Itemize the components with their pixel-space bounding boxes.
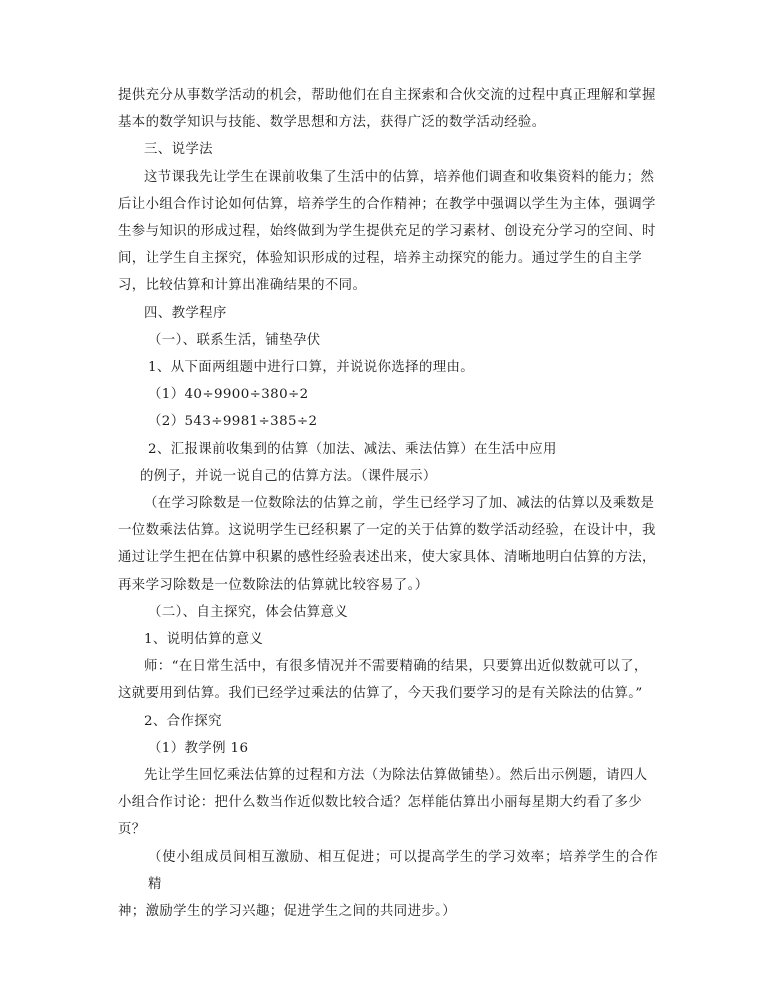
heading-text: 四、教学程序 xyxy=(144,305,227,321)
item-text: 2、合作探究 xyxy=(144,713,222,729)
subsection-heading-1 xyxy=(118,327,658,354)
text-line: 一位数乘法估算。这说明学生已经积累了一定的关于估算的数学活动经验，在设计中，我 xyxy=(118,523,656,539)
item-text: 2、汇报课前收集到的估算（加法、减法、乘法估算）在生活中应用 xyxy=(148,441,557,457)
paragraph-teacher-quote xyxy=(118,653,658,707)
text-line: 通过让学生把在估算中积累的感性经验表述出来，使大家具体、清晰地明白估算的方法， xyxy=(118,550,656,566)
item-text: （1）教学例 16 xyxy=(148,740,249,756)
list-item-4 xyxy=(118,708,658,735)
list-item-4a xyxy=(118,735,658,762)
math-expression-2 xyxy=(118,408,658,435)
paragraph-note-2 xyxy=(118,844,658,926)
list-item-3 xyxy=(118,626,658,653)
expression-text: （1）40÷9900÷380÷2 xyxy=(148,387,309,403)
text-line: 小组合作讨论：把什么数当作近似数比较合适？怎样能估算出小丽每星期大约看了多少 xyxy=(118,795,643,811)
text-line: （使小组成员间相互激励、相互促进；可以提高学生的学习效率；培养学生的合作精 xyxy=(148,849,658,892)
list-item-2-continued xyxy=(118,463,658,490)
item-text: 1、说明估算的意义 xyxy=(144,632,264,648)
text-line: 页？ xyxy=(118,822,146,838)
text-line: 先让学生回忆乘法估算的过程和方法（为除法估算做铺垫）。然后出示例题，请四人 xyxy=(144,768,648,784)
paragraph-note-1 xyxy=(118,490,658,599)
paragraph-example xyxy=(118,762,658,844)
subsection-heading-2 xyxy=(118,599,658,626)
section-heading-study-method xyxy=(118,136,658,163)
text-line: 师：“在日常生活中，有很多情况并不需要精确的结果，只要算出近似数就可以了， xyxy=(144,659,648,675)
text-line: 习，比较估算和计算出准确结果的不同。 xyxy=(118,278,367,294)
document-page xyxy=(118,82,658,925)
text-line: 基本的数学知识与技能、数学思想和方法，获得广泛的数学活动经验。 xyxy=(118,115,546,131)
paragraph-study-method xyxy=(118,164,658,300)
text-line: 再来学习除数是一位数除法的估算就比较容易了。） xyxy=(118,577,429,593)
item-text: 的例子，并说一说自己的估算方法。（课件展示） xyxy=(140,468,437,484)
section-heading-teaching-procedure xyxy=(118,300,658,327)
text-line: 这节课我先让学生在课前收集了生活中的估算，培养他们调查和收集资料的能力；然 xyxy=(144,169,655,185)
item-text: 1、从下面两组题中进行口算，并说说你选择的理由。 xyxy=(148,360,475,376)
text-line: 间，让学生自主探究，体验知识形成的过程，培养主动探究的能力。通过学生的自主学 xyxy=(118,251,643,267)
heading-text: （二）、自主探究，体会估算意义 xyxy=(148,604,349,620)
text-line: 生参与知识的形成过程，始终做到为学生提供充足的学习素材、创设充分学习的空间、时 xyxy=(118,224,656,240)
heading-text: 三、说学法 xyxy=(144,142,213,158)
text-line: 后让小组合作讨论如何估算，培养学生的合作精神；在教学中强调以学生为主体，强调学 xyxy=(118,196,656,212)
math-expression-1 xyxy=(118,381,658,408)
paragraph-intro xyxy=(118,82,658,136)
expression-text: （2）543÷9981÷385÷2 xyxy=(148,414,318,430)
text-line: 提供充分从事数学活动的机会，帮助他们在自主探索和合伙交流的过程中真正理解和掌握 xyxy=(118,88,656,103)
text-line: 这就要用到估算。我们已经学过乘法的估算了，今天我们要学习的是有关除法的估算。” xyxy=(118,686,643,702)
text-line: （在学习除数是一位数除法的估算之前，学生已经学习了加、减法的估算以及乘数是 xyxy=(144,496,655,512)
heading-text: （一）、联系生活，铺垫孕伏 xyxy=(148,332,321,348)
text-line: 神；激励学生的学习兴趣；促进学生之间的共同进步。） xyxy=(118,904,457,920)
list-item-1 xyxy=(118,354,658,381)
list-item-2 xyxy=(118,436,658,463)
